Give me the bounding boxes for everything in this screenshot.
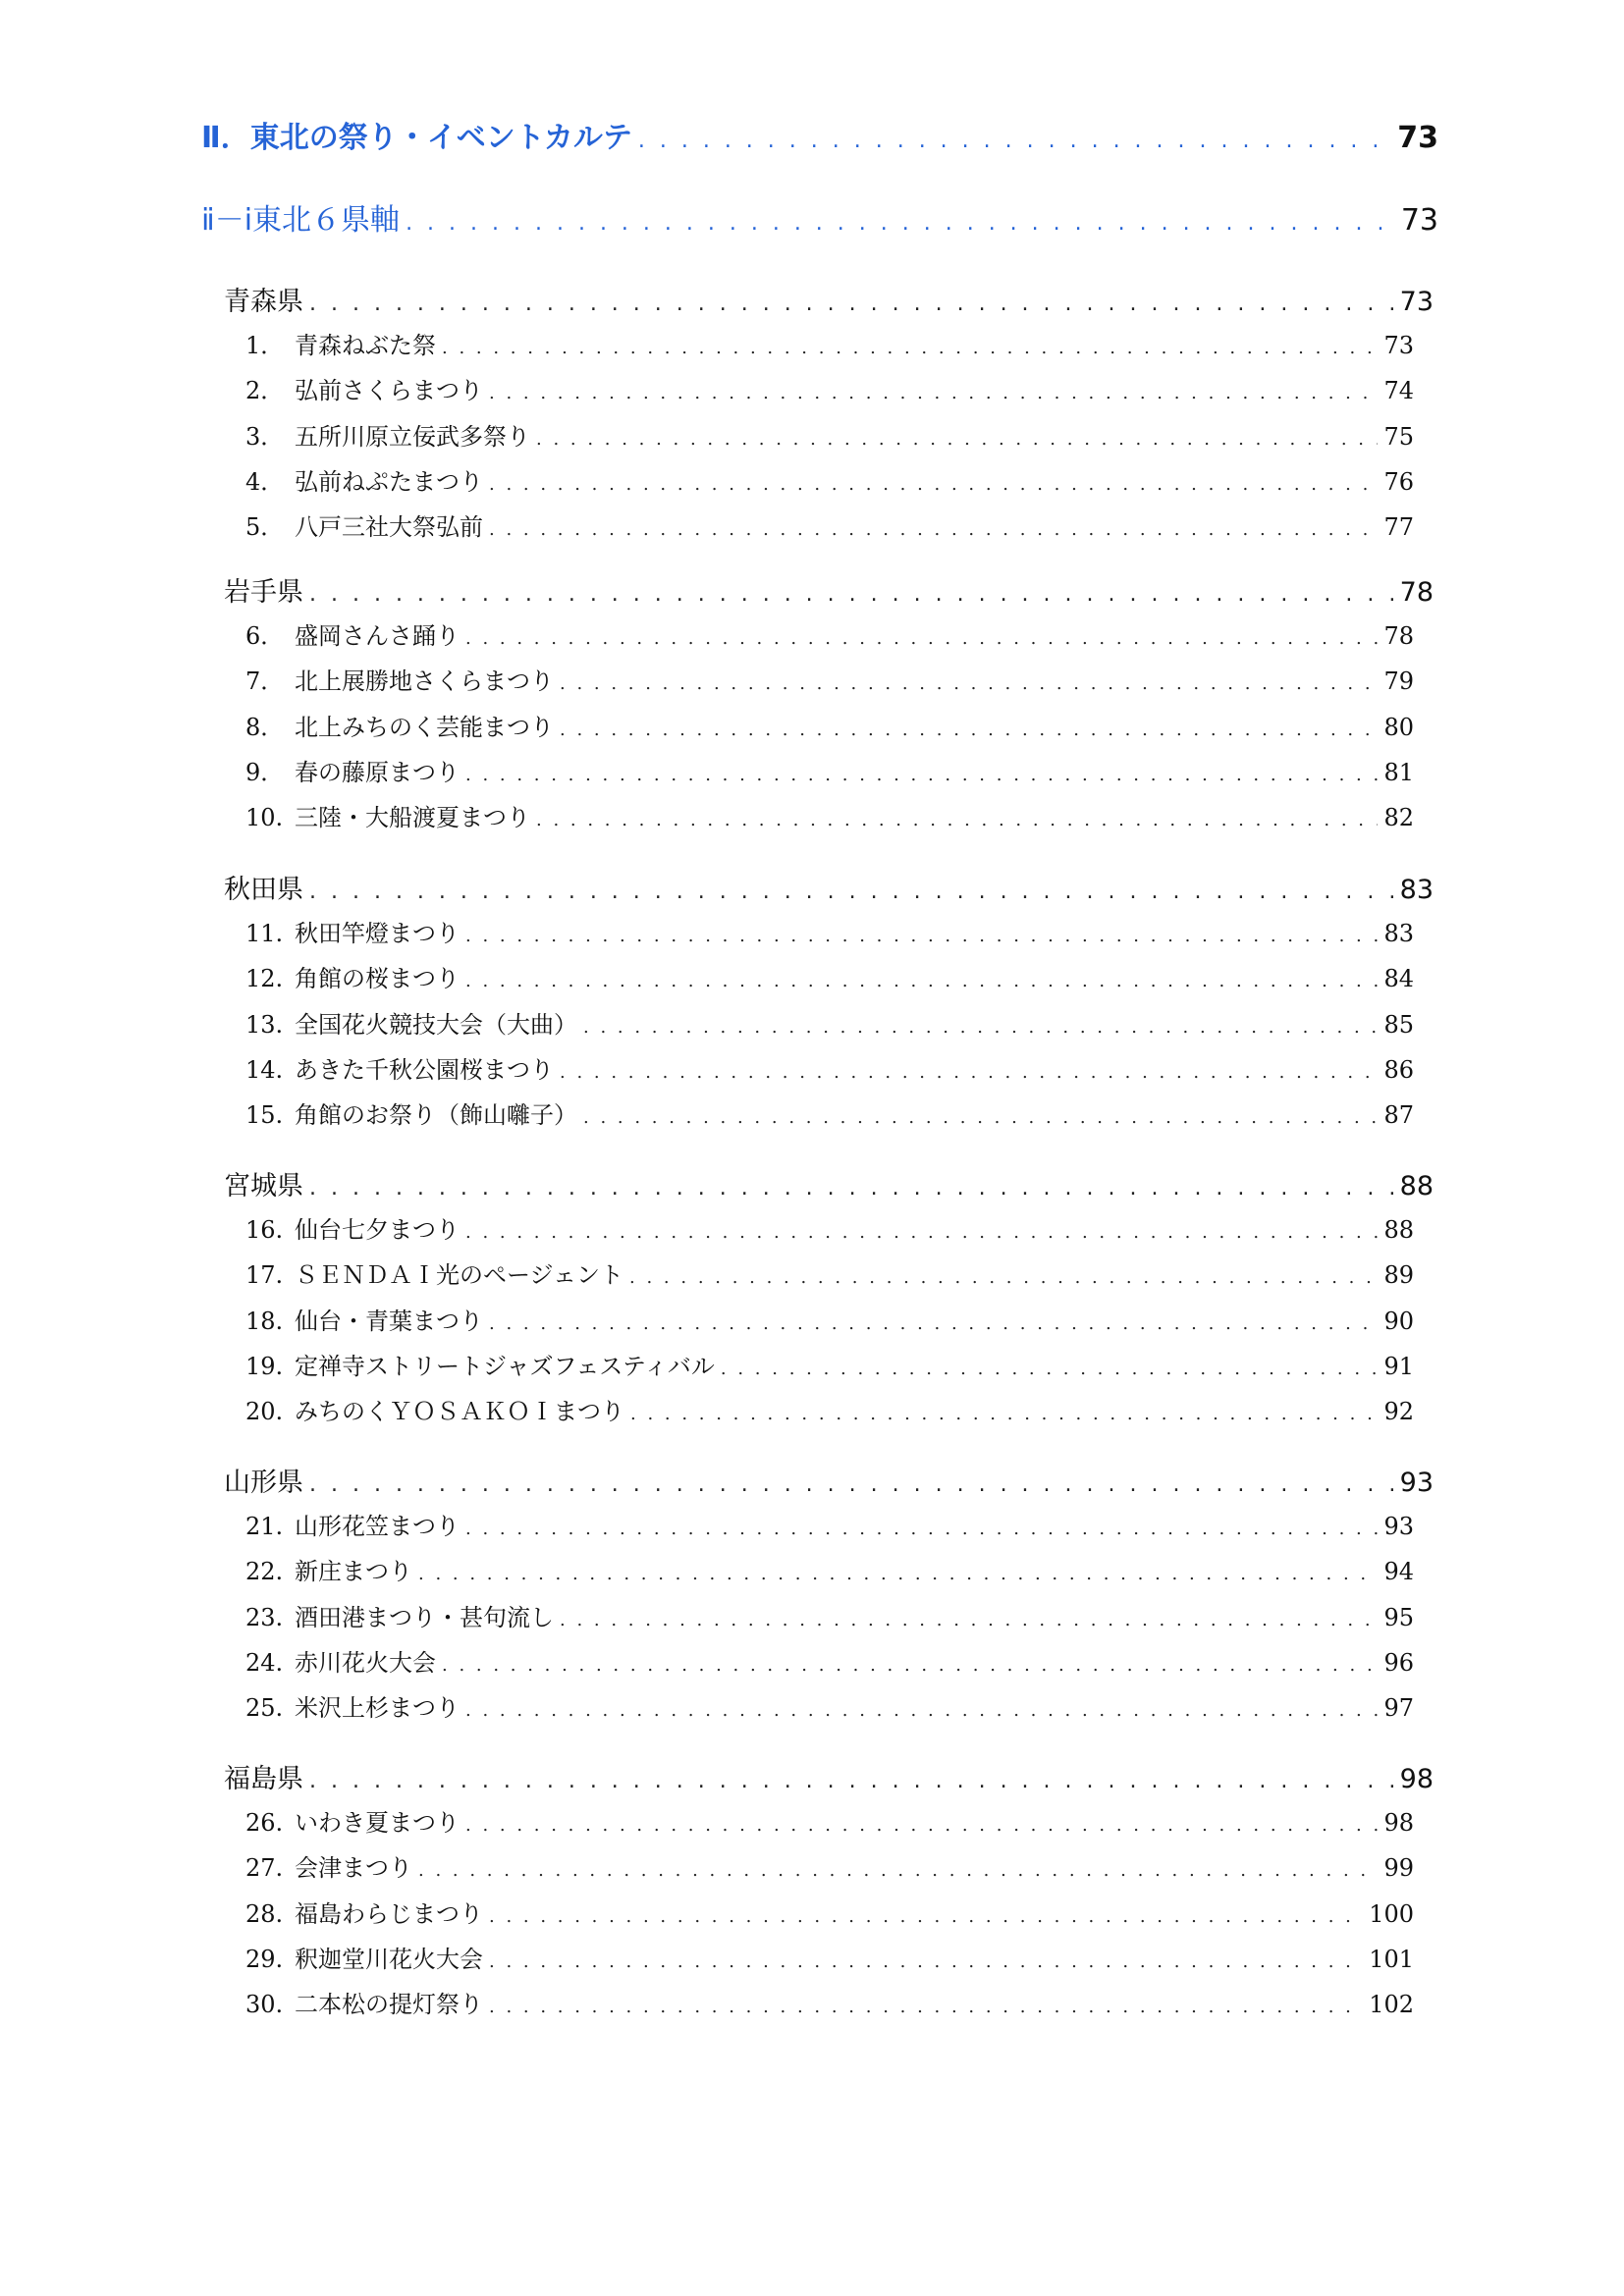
- prefecture-page-number: 78: [1399, 577, 1434, 608]
- festival-number: 8．: [245, 714, 285, 741]
- dot-leader: [465, 971, 1378, 991]
- dot-leader: [406, 211, 1395, 236]
- dot-leader: [489, 474, 1378, 495]
- festival-label: [245, 616, 460, 651]
- toc-festival-entry[interactable]: [245, 417, 1414, 452]
- festival-title: 福島わらじまつり: [295, 1900, 483, 1928]
- festival-page-number: 91: [1383, 1353, 1414, 1380]
- festival-page-number: 100: [1369, 1900, 1414, 1928]
- festival-label: [245, 1985, 483, 2019]
- toc-section-entry[interactable]: [201, 195, 1438, 239]
- festival-number: 15.: [245, 1101, 284, 1129]
- festival-title: 定禅寺ストリートジャズフェスティバル: [295, 1353, 715, 1380]
- festival-title: 赤川花火大会: [295, 1649, 436, 1677]
- festival-title: 新庄まつり: [295, 1558, 412, 1585]
- toc-festival-entry[interactable]: [245, 1210, 1414, 1245]
- festival-page-number: 95: [1383, 1604, 1414, 1631]
- festival-label: [245, 417, 530, 452]
- dot-leader: [489, 519, 1378, 540]
- festival-label: [245, 1050, 554, 1085]
- dot-leader: [489, 1997, 1363, 2017]
- festival-number: 21.: [245, 1513, 284, 1540]
- festival-page-number: 86: [1383, 1056, 1414, 1084]
- festival-number: 9．: [245, 759, 285, 786]
- festival-number: 17.: [245, 1261, 284, 1289]
- toc-prefecture-entry[interactable]: [224, 280, 1434, 318]
- festival-number: 24.: [245, 1649, 284, 1677]
- dot-leader: [309, 292, 1394, 316]
- section-page-number: 73: [1400, 203, 1438, 238]
- festival-title: 青森ねぶた祭: [295, 332, 436, 359]
- festival-page-number: 88: [1383, 1216, 1414, 1244]
- festival-label: [245, 1005, 577, 1040]
- festival-title: 弘前さくらまつり: [295, 377, 483, 404]
- toc-chapter-entry[interactable]: [201, 113, 1438, 156]
- dot-leader: [536, 429, 1378, 450]
- dot-leader: [418, 1860, 1378, 1881]
- festival-title: 秋田竿燈まつり: [295, 920, 460, 947]
- festival-title: 三陸・大船渡夏まつり: [295, 804, 530, 831]
- festival-page-number: 85: [1383, 1011, 1414, 1039]
- festival-number: 22.: [245, 1558, 284, 1585]
- festival-page-number: 83: [1383, 920, 1414, 947]
- festival-label: [245, 1895, 483, 1929]
- festival-label: [245, 371, 483, 405]
- festival-label: [245, 1347, 715, 1381]
- festival-number: 29.: [245, 1946, 284, 1973]
- toc-festival-entry[interactable]: [245, 708, 1414, 742]
- festival-page-number: 90: [1383, 1308, 1414, 1335]
- prefecture-name: 福島県: [224, 1764, 303, 1794]
- prefecture-name: 岩手県: [224, 577, 303, 608]
- toc-festival-entry[interactable]: [245, 1895, 1414, 1929]
- festival-title: 弘前ねぷたまつり: [295, 468, 483, 496]
- prefecture-page-number: 98: [1399, 1764, 1434, 1794]
- festival-page-number: 99: [1383, 1854, 1414, 1882]
- toc-festival-entry[interactable]: [245, 1848, 1414, 1883]
- festival-title: 五所川原立佞武多祭り: [295, 423, 530, 451]
- dot-leader: [489, 1313, 1378, 1334]
- toc-festival-entry[interactable]: [245, 1598, 1414, 1632]
- dot-leader: [465, 1519, 1378, 1539]
- festival-page-number: 76: [1383, 468, 1414, 496]
- festival-label: [245, 753, 460, 787]
- festival-label: [245, 326, 436, 360]
- festival-number: 25.: [245, 1694, 284, 1722]
- dot-leader: [465, 628, 1378, 649]
- dot-leader: [630, 1404, 1378, 1424]
- festival-number: 27.: [245, 1854, 284, 1882]
- festival-page-number: 102: [1369, 1991, 1414, 2018]
- toc-festival-entry[interactable]: [245, 1255, 1414, 1290]
- festival-number: 23.: [245, 1604, 284, 1631]
- toc-festival-entry[interactable]: [245, 507, 1414, 542]
- festival-title: 二本松の提灯祭り: [295, 1991, 483, 2018]
- toc-festival-entry[interactable]: [245, 1347, 1414, 1381]
- dot-leader: [489, 1906, 1363, 1927]
- festival-label: [245, 1302, 483, 1336]
- festival-number: 30.: [245, 1991, 284, 2018]
- toc-prefecture-entry[interactable]: [224, 1757, 1434, 1795]
- festival-label: [245, 1552, 412, 1586]
- festival-page-number: 74: [1383, 377, 1414, 404]
- festival-page-number: 84: [1383, 965, 1414, 992]
- prefecture-name: 青森県: [224, 287, 303, 317]
- festival-page-number: 87: [1383, 1101, 1414, 1129]
- festival-number: 2．: [245, 377, 285, 404]
- festival-label: [245, 1848, 412, 1883]
- toc-festival-entry[interactable]: [245, 326, 1414, 360]
- festival-label: [245, 798, 530, 832]
- festival-title: いわき夏まつり: [295, 1809, 460, 1837]
- dot-leader: [536, 810, 1378, 830]
- festival-label: [245, 1507, 460, 1541]
- festival-title: 春の藤原まつり: [295, 759, 460, 786]
- toc-prefecture-entry[interactable]: [224, 1461, 1434, 1499]
- festival-page-number: 97: [1383, 1694, 1414, 1722]
- dot-leader: [418, 1564, 1378, 1584]
- festival-page-number: 93: [1383, 1513, 1414, 1540]
- festival-title: 角館のお祭り（飾山囃子）: [295, 1101, 577, 1129]
- festival-label: [245, 1210, 460, 1245]
- festival-number: 18.: [245, 1308, 284, 1335]
- toc-festival-entry[interactable]: [245, 1940, 1414, 1974]
- dot-leader: [560, 1062, 1378, 1083]
- dot-leader: [442, 338, 1378, 358]
- dot-leader: [465, 1815, 1378, 1836]
- festival-number: 28.: [245, 1900, 284, 1928]
- festival-page-number: 75: [1383, 423, 1414, 451]
- toc-festival-entry[interactable]: [245, 1985, 1414, 2019]
- dot-leader: [465, 765, 1378, 785]
- dot-leader: [629, 1267, 1378, 1288]
- toc-festival-entry[interactable]: [245, 1302, 1414, 1336]
- festival-page-number: 77: [1383, 513, 1414, 541]
- festival-page-number: 78: [1383, 622, 1414, 650]
- festival-number: 3．: [245, 423, 285, 451]
- festival-page-number: 96: [1383, 1649, 1414, 1677]
- section-title: ⅱ－ⅰ東北６県軸: [201, 203, 401, 238]
- festival-title: 米沢上杉まつり: [295, 1694, 460, 1722]
- festival-label: [245, 1095, 577, 1130]
- toc-prefecture-entry[interactable]: [224, 570, 1434, 609]
- festival-number: 7．: [245, 667, 285, 695]
- toc-festival-entry[interactable]: [245, 798, 1414, 832]
- toc-festival-entry[interactable]: [245, 462, 1414, 497]
- festival-label: [245, 1803, 460, 1838]
- toc-festival-entry[interactable]: [245, 1050, 1414, 1085]
- toc-festival-entry[interactable]: [245, 1552, 1414, 1586]
- festival-label: [245, 507, 483, 542]
- festival-title: 仙台七夕まつり: [295, 1216, 460, 1244]
- festival-number: 4．: [245, 468, 285, 496]
- festival-page-number: 94: [1383, 1558, 1414, 1585]
- prefecture-page-number: 93: [1399, 1468, 1434, 1498]
- toc-festival-entry[interactable]: [245, 914, 1414, 948]
- festival-number: 19.: [245, 1353, 284, 1380]
- festival-title: 八戸三社大祭弘前: [295, 513, 483, 541]
- prefecture-page-number: 83: [1399, 875, 1434, 905]
- festival-page-number: 98: [1383, 1809, 1414, 1837]
- dot-leader: [309, 1769, 1394, 1793]
- festival-title: 酒田港まつり・甚句流し: [295, 1604, 554, 1631]
- festival-number: 6．: [245, 622, 285, 650]
- festival-title: 北上展勝地さくらまつり: [295, 667, 554, 695]
- toc-festival-entry[interactable]: [245, 662, 1414, 696]
- festival-page-number: 73: [1383, 332, 1414, 359]
- festival-title: 盛岡さんさ踊り: [295, 622, 460, 650]
- festival-title: ＳＥＮＤＡＩ光のページェント: [295, 1261, 624, 1289]
- toc-festival-entry[interactable]: [245, 1688, 1414, 1723]
- festival-title: 山形花笠まつり: [295, 1513, 460, 1540]
- toc-festival-entry[interactable]: [245, 616, 1414, 651]
- festival-number: 10.: [245, 804, 284, 831]
- dot-leader: [583, 1107, 1378, 1128]
- toc-festival-entry[interactable]: [245, 1643, 1414, 1678]
- prefecture-page-number: 88: [1399, 1171, 1434, 1201]
- dot-leader: [638, 129, 1391, 153]
- festival-label: [245, 1598, 554, 1632]
- festival-label: [245, 708, 554, 742]
- chapter-title: Ⅱ．東北の祭り・イベントカルテ: [201, 121, 632, 155]
- festival-label: [245, 1255, 623, 1290]
- dot-leader: [583, 1017, 1378, 1038]
- festival-page-number: 79: [1383, 667, 1414, 695]
- festival-page-number: 101: [1369, 1946, 1414, 1973]
- toc-festival-entry[interactable]: [245, 1507, 1414, 1541]
- dot-leader: [489, 1951, 1363, 1972]
- festival-title: 全国花火競技大会（大曲）: [295, 1011, 577, 1039]
- dot-leader: [309, 1176, 1394, 1201]
- festival-title: あきた千秋公園桜まつり: [295, 1056, 554, 1084]
- dot-leader: [560, 720, 1378, 740]
- festival-number: 14.: [245, 1056, 284, 1084]
- festival-page-number: 92: [1383, 1398, 1414, 1425]
- festival-page-number: 82: [1383, 804, 1414, 831]
- toc-festival-entry[interactable]: [245, 1005, 1414, 1040]
- toc-festival-entry[interactable]: [245, 1392, 1414, 1426]
- prefecture-name: 宮城県: [224, 1171, 303, 1201]
- festival-label: [245, 1940, 483, 1974]
- festival-number: 12.: [245, 965, 284, 992]
- festival-page-number: 80: [1383, 714, 1414, 741]
- festival-title: 会津まつり: [295, 1854, 412, 1882]
- festival-number: 20.: [245, 1398, 284, 1425]
- toc-prefecture-entry[interactable]: [224, 1164, 1434, 1202]
- toc-festival-entry[interactable]: [245, 959, 1414, 993]
- festival-title: 釈迦堂川花火大会: [295, 1946, 483, 1973]
- toc-festival-entry[interactable]: [245, 371, 1414, 405]
- festival-title: 角館の桜まつり: [295, 965, 460, 992]
- dot-leader: [465, 1700, 1378, 1721]
- festival-number: 16.: [245, 1216, 284, 1244]
- festival-label: [245, 1392, 624, 1426]
- festival-label: [245, 959, 460, 993]
- festival-label: [245, 662, 554, 696]
- dot-leader: [309, 880, 1394, 904]
- festival-number: 11.: [245, 920, 284, 947]
- toc-festival-entry[interactable]: [245, 1095, 1414, 1130]
- festival-label: [245, 1643, 436, 1678]
- toc-festival-entry[interactable]: [245, 1803, 1414, 1838]
- festival-number: 1．: [245, 332, 285, 359]
- festival-title: 北上みちのく芸能まつり: [295, 714, 554, 741]
- dot-leader: [489, 383, 1378, 403]
- festival-title: みちのくＹＯＳＡＫＯＩまつり: [295, 1398, 624, 1425]
- toc-festival-entry[interactable]: [245, 753, 1414, 787]
- dot-leader: [309, 582, 1394, 607]
- dot-leader: [465, 926, 1378, 946]
- dot-leader: [560, 673, 1378, 694]
- dot-leader: [309, 1472, 1394, 1497]
- festival-number: 5．: [245, 513, 285, 541]
- festival-page-number: 89: [1383, 1261, 1414, 1289]
- festival-title: 仙台・青葉まつり: [295, 1308, 483, 1335]
- dot-leader: [721, 1359, 1379, 1379]
- toc-prefecture-entry[interactable]: [224, 868, 1434, 906]
- prefecture-page-number: 73: [1399, 287, 1434, 317]
- dot-leader: [465, 1222, 1378, 1243]
- dot-leader: [560, 1610, 1378, 1630]
- festival-label: [245, 462, 483, 497]
- festival-number: 26.: [245, 1809, 284, 1837]
- prefecture-name: 秋田県: [224, 875, 303, 905]
- prefecture-name: 山形県: [224, 1468, 303, 1498]
- chapter-page-number: 73: [1397, 121, 1438, 155]
- dot-leader: [442, 1655, 1378, 1676]
- festival-page-number: 81: [1383, 759, 1414, 786]
- festival-number: 13.: [245, 1011, 284, 1039]
- festival-label: [245, 914, 460, 948]
- festival-label: [245, 1688, 460, 1723]
